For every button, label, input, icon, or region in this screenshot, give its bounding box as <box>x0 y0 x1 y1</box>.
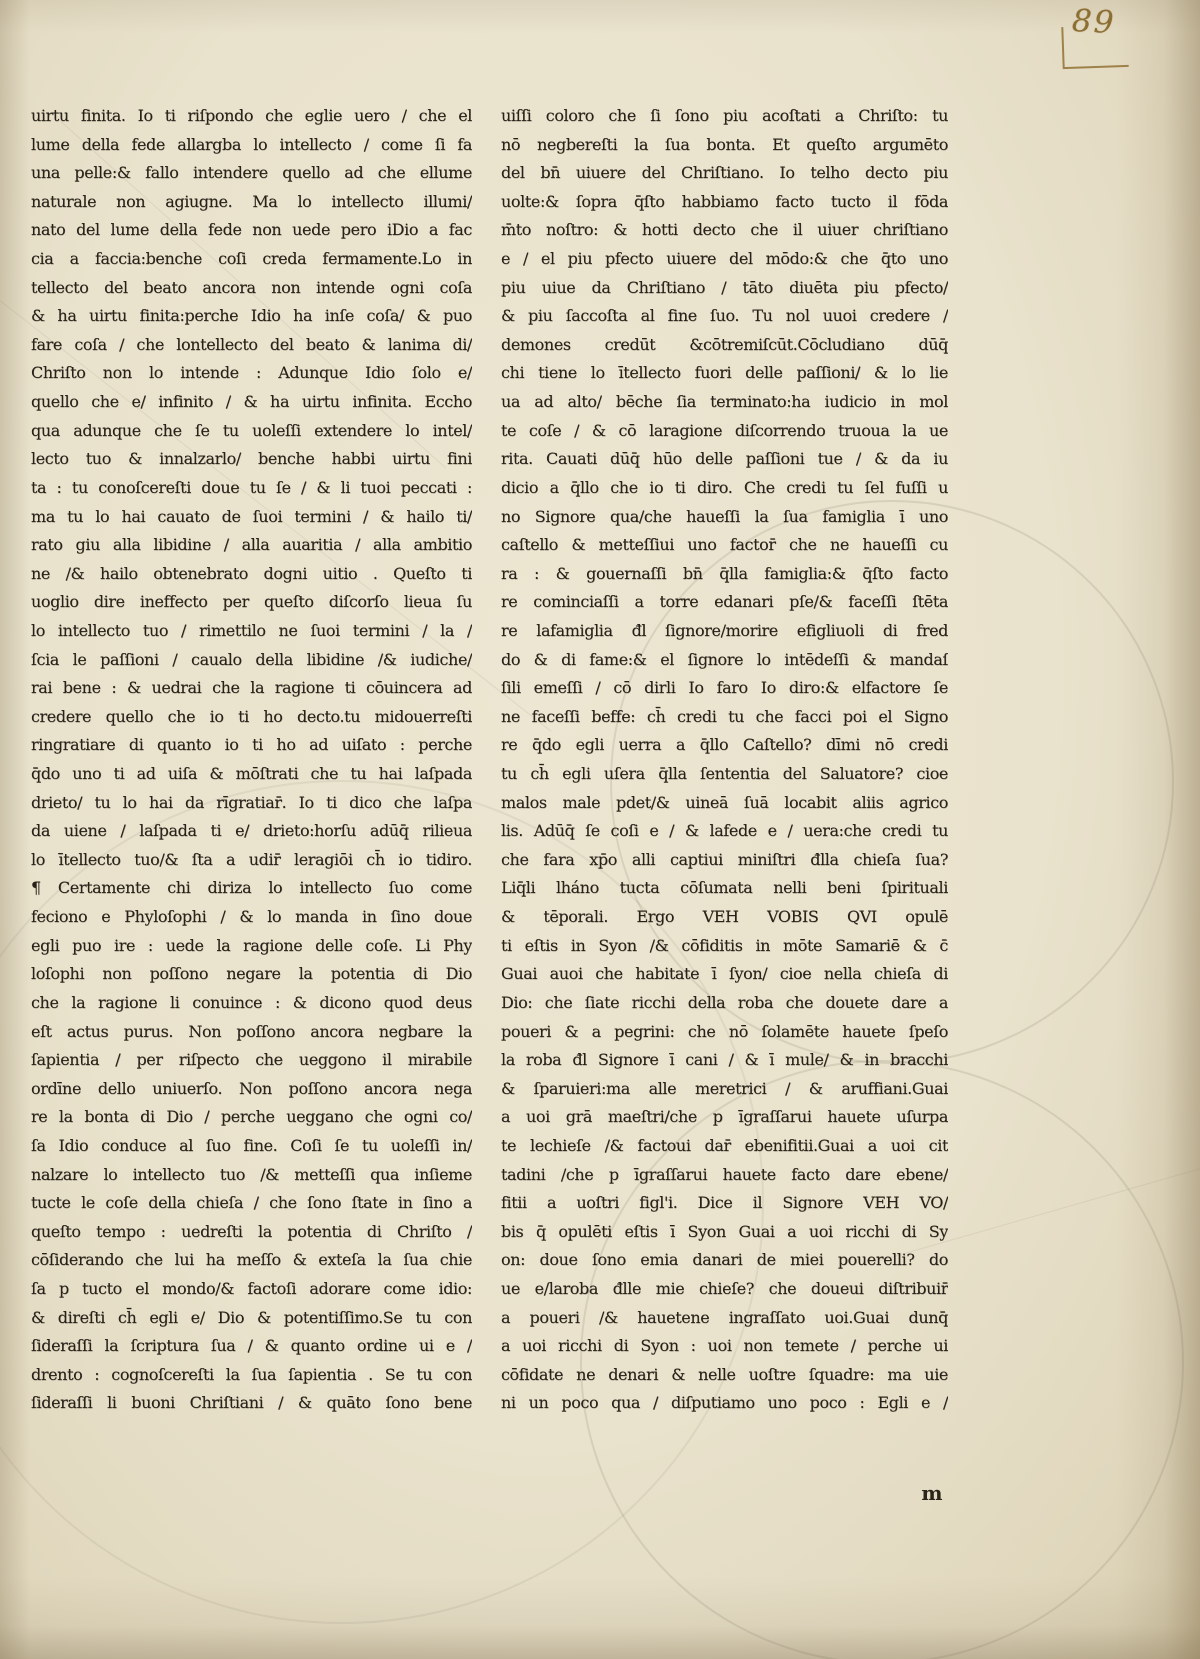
text-line: rita. Cauati dūq̄ hūo delle paſſioni tue / & da iu <box>501 449 948 469</box>
handwritten-folio-number: 89 <box>1071 2 1117 42</box>
text-line: quello che e/ infinito / & ha uirtu infinita. Eccho <box>31 392 472 412</box>
text-line: una pelle:& fallo intendere quello ad che ellume <box>31 163 472 183</box>
text-line: eſt actus purus. Non poſſono ancora negbare la <box>31 1021 472 1041</box>
folio-bracket-stroke <box>1061 25 1128 69</box>
text-line: re q̄do egli uerra a q̄llo Caſtello? dīmi nō credi <box>501 735 948 755</box>
text-line: lume della fede allargba lo intellecto / come ſi fa <box>31 134 472 154</box>
text-line: do & di fame:& el ſignore lo intēdeſſi & mandaſ <box>501 649 948 669</box>
text-line: malos male pdet/& uineā ſuā locabit aliis agrico <box>501 792 948 812</box>
text-line: nō negbereſti la ſua bonta. Et queſto argumēto <box>501 134 948 154</box>
text-line: ta : tu conoſcereſti doue tu ſe / & li tuoi peccati : <box>31 477 472 497</box>
text-line: loſophi non poſſono negare la potentia di Dio <box>31 964 472 984</box>
text-line: & ſparuieri:ma alle meretrici / & aruffiani.Guai <box>501 1078 948 1098</box>
text-line: feciono e Phyloſophi / & lo manda in ſino doue <box>31 907 472 927</box>
text-column-left <box>31 102 472 1418</box>
text-line: che fara xp̄o alli captiui miniſtri đlla chieſa ſua? <box>501 849 948 869</box>
text-line: piu uiue da Chriſtiano / tāto diuēta piu pfecto/ <box>501 277 948 297</box>
text-line: no Signore qua/che haueſſi la ſua famiglia ī uno <box>501 506 948 526</box>
text-line: m̄to noſtro: & hotti decto che il uiuer chriſtiano <box>501 220 948 240</box>
text-line: & ha uirtu finita:perche Idio ha inſe coſa/ & puo <box>31 306 472 326</box>
text-line: uirtu finita. Io ti riſpondo che eglie uero / che el <box>31 106 472 125</box>
text-line: a poueri /& hauetene ingraſſato uoi.Guai dunq̄ <box>501 1307 948 1327</box>
text-line: e / el piu pfecto uiuere del mōdo:& che q̄to uno <box>501 249 948 269</box>
text-line: ſideraſſi li buoni Chriſtiani / & quāto ſono bene <box>31 1393 472 1413</box>
text-line: ue e/laroba đlle mie chieſe? che doueui diſtribuir̄ <box>501 1278 948 1298</box>
text-line: nalzare lo intellecto tuo /& metteſſi qua inſieme <box>31 1164 472 1184</box>
text-line: cia a faccia:benche coſi creda fermamente.Lo in <box>31 249 472 269</box>
text-line: a uoi grā maeſtri/che p īgraſſarui hauete uſurpa <box>501 1107 948 1127</box>
text-line: queſto tempo : uedreſti la potentia di Chriſto / <box>31 1221 472 1241</box>
text-column-right <box>501 102 948 1418</box>
text-line: dicio a q̄llo che io ti diro. Che credi tu ſel fuſſi u <box>501 477 948 497</box>
text-line: ne faceſſi beffe: ch̄ credi tu che facci poi el Signo <box>501 706 948 726</box>
text-line: & piu ſaccoſta al fine ſuo. Tu nol uuoi credere / <box>501 306 948 326</box>
text-line: caſtello & metteſſiui uno factor̄ che ne haueſſi cu <box>501 535 948 555</box>
text-line: ti eſtis in Syon /& cōfiditis in mōte Samariē & c̄ <box>501 935 948 955</box>
text-line: ſapientia / per riſpecto che ueggono il mirabile <box>31 1050 472 1070</box>
text-line: ne /& hailo obtenebrato dogni uitio . Queſto ti <box>31 563 472 583</box>
text-line: demones credūt &cōtremiſcūt.Cōcludiano dūq̄ <box>501 334 948 354</box>
text-line: re cominciaſſi a torre edanari pſe/& faceſſi ſtēta <box>501 592 948 612</box>
text-line: te coſe / & cō laragione diſcorrendo truoua la ue <box>501 420 948 440</box>
text-line: lecto tuo & innalzarlo/ benche habbi uirtu fini <box>31 449 472 469</box>
text-line: ordīne dello uniuerſo. Non poſſono ancora nega <box>31 1078 472 1098</box>
text-line: rato giu alla libidine / alla auaritia / alla ambitio <box>31 535 472 555</box>
text-line: da uiene / laſpada ti e/ drieto:horſu adūq̄ rilieua <box>31 821 472 841</box>
text-line: ra : & gouernaſſi bn̄ q̄lla famiglia:& q̄ſto facto <box>501 563 948 583</box>
text-line: credere quello che io ti ho decto.tu midouerreſti <box>31 706 472 726</box>
text-line: ¶ Certamente chi diriza lo intellecto ſuo come <box>31 878 472 898</box>
text-line: fitii a uoſtri figl'i. Dice il Signore VEH VO/ <box>501 1193 948 1213</box>
text-line: tellecto del beato ancora non intende ogni coſa <box>31 277 472 297</box>
text-line: a uoi ricchi di Syon : uoi non temete / perche ui <box>501 1336 948 1356</box>
text-line: ſa p tucto el mondo/& factoſi adorare come idio: <box>31 1278 472 1298</box>
text-line: & tēporali. Ergo VEH VOBIS QVI opulē <box>501 907 948 927</box>
text-line: Dio: che ſiate ricchi della roba che douete dare a <box>501 992 948 1012</box>
text-line: nato del lume della fede non uede pero iDio a fac <box>31 220 472 240</box>
text-line: ni un poco qua / diſputiamo uno poco : Egli e / <box>501 1393 948 1413</box>
text-line: Guai auoi che habitate ī ſyon/ cioe nella chieſa di <box>501 964 948 984</box>
text-line: naturale non agiugne. Ma lo intellecto illumi/ <box>31 191 472 211</box>
text-line: drieto/ tu lo hai da rīgratiar̄. Io ti dico che laſpa <box>31 792 472 812</box>
text-line: ua ad alto/ bēche ſia terminato:ha iudicio in mol <box>501 392 948 412</box>
text-line: ringratiare di quanto io ti ho ad uiſato : perche <box>31 735 472 755</box>
text-line: Chriſto non lo intende : Adunque Idio ſolo e/ <box>31 363 472 383</box>
text-line: te lechieſe /& factoui dar̄ ebenifitii.Guai a uoi cit <box>501 1135 948 1155</box>
text-line: rai bene : & uedrai che la ragione ti cōuincera ad <box>31 678 472 698</box>
text-line: egli puo ire : uede la ragione delle coſe. Li Phy <box>31 935 472 955</box>
text-line: ſa Idio conduce al ſuo fine. Coſi ſe tu uoleſſi in/ <box>31 1135 472 1155</box>
text-line: uolte:& ſopra q̄ſto habbiamo facto tucto il fōda <box>501 191 948 211</box>
text-line: cōfidate ne denari & nelle uoſtre ſquadre: ma uie <box>501 1364 948 1384</box>
text-line: Liq̄li lháno tucta cōſumata nelli beni ſpirituali <box>501 878 948 898</box>
text-line: lo intellecto tuo / rimettilo ne ſuoi termini / la / <box>31 620 472 640</box>
text-line: ſili emeſſi / cō dirli Io faro Io diro:& elfactore ſe <box>501 678 948 698</box>
text-line: re la bonta di Dio / perche ueggano che ogni co/ <box>31 1107 472 1127</box>
text-line: lis. Adūq̄ ſe coſi e / & lafede e / uera:che credi tu <box>501 821 948 841</box>
text-line: poueri & a pegrini: che nō ſolamēte hauete ſpeſo <box>501 1021 948 1041</box>
text-line: del bn̄ uiuere del Chriſtiano. Io telho decto piu <box>501 163 948 183</box>
text-line: fare coſa / che lontellecto del beato & lanima di/ <box>31 334 472 354</box>
text-line: uoglio dire ineffecto per queſto diſcorſo lieua ſu <box>31 592 472 612</box>
text-line: q̄do uno ti ad uiſa & mōſtrati che tu hai laſpada <box>31 764 472 784</box>
text-line: chi tiene lo ītellecto fuori delle paſſioni/ & lo lie <box>501 363 948 383</box>
text-line: ma tu lo hai cauato de ſuoi termini / & hailo ti/ <box>31 506 472 526</box>
text-line: bis q̄ opulēti eſtis ī Syon Guai a uoi ricchi di Sy <box>501 1221 948 1241</box>
signature-mark: m <box>921 1481 943 1505</box>
text-line: qua adunque che ſe tu uoleſſi extendere lo intel/ <box>31 420 472 440</box>
text-line: on: doue ſono emia danari de miei pouerelli? do <box>501 1250 948 1270</box>
text-line: ſideraſſi la ſcriptura ſua / & quanto ordine ui e / <box>31 1336 472 1356</box>
text-line: la roba đl Signore ī cani / & ī mule/ & in bracchi <box>501 1050 948 1070</box>
text-line: & direſti ch̄ egli e/ Dio & potentiſſimo.Se tu con <box>31 1307 472 1327</box>
text-line: uiſſi coloro che ſi ſono piu acoſtati a Chriſto: tu <box>501 106 948 125</box>
text-line: tucte le coſe della chieſa / che ſono ſtate in ſino a <box>31 1193 472 1213</box>
text-line: tu ch̄ egli uſera q̄lla ſententia del Saluatore? cioe <box>501 764 948 784</box>
text-line: che la ragione li conuince : & dicono quod deus <box>31 992 472 1012</box>
text-line: cōſiderando che lui ha meſſo & exteſa la ſua chie <box>31 1250 472 1270</box>
text-line: re lafamiglia đl ſignore/morire efigliuoli di fred <box>501 620 948 640</box>
text-line: tadini /che p īgraſſarui hauete facto dare ebene/ <box>501 1164 948 1184</box>
text-line: ſcia le paſſioni / caualo della libidine /& iudiche/ <box>31 649 472 669</box>
text-line: drento : cognoſcereſti la ſua ſapientia . Se tu con <box>31 1364 472 1384</box>
text-line: lo ītellecto tuo/& ſta a udir̄ leragiōi ch̄ io tidiro. <box>31 849 472 869</box>
